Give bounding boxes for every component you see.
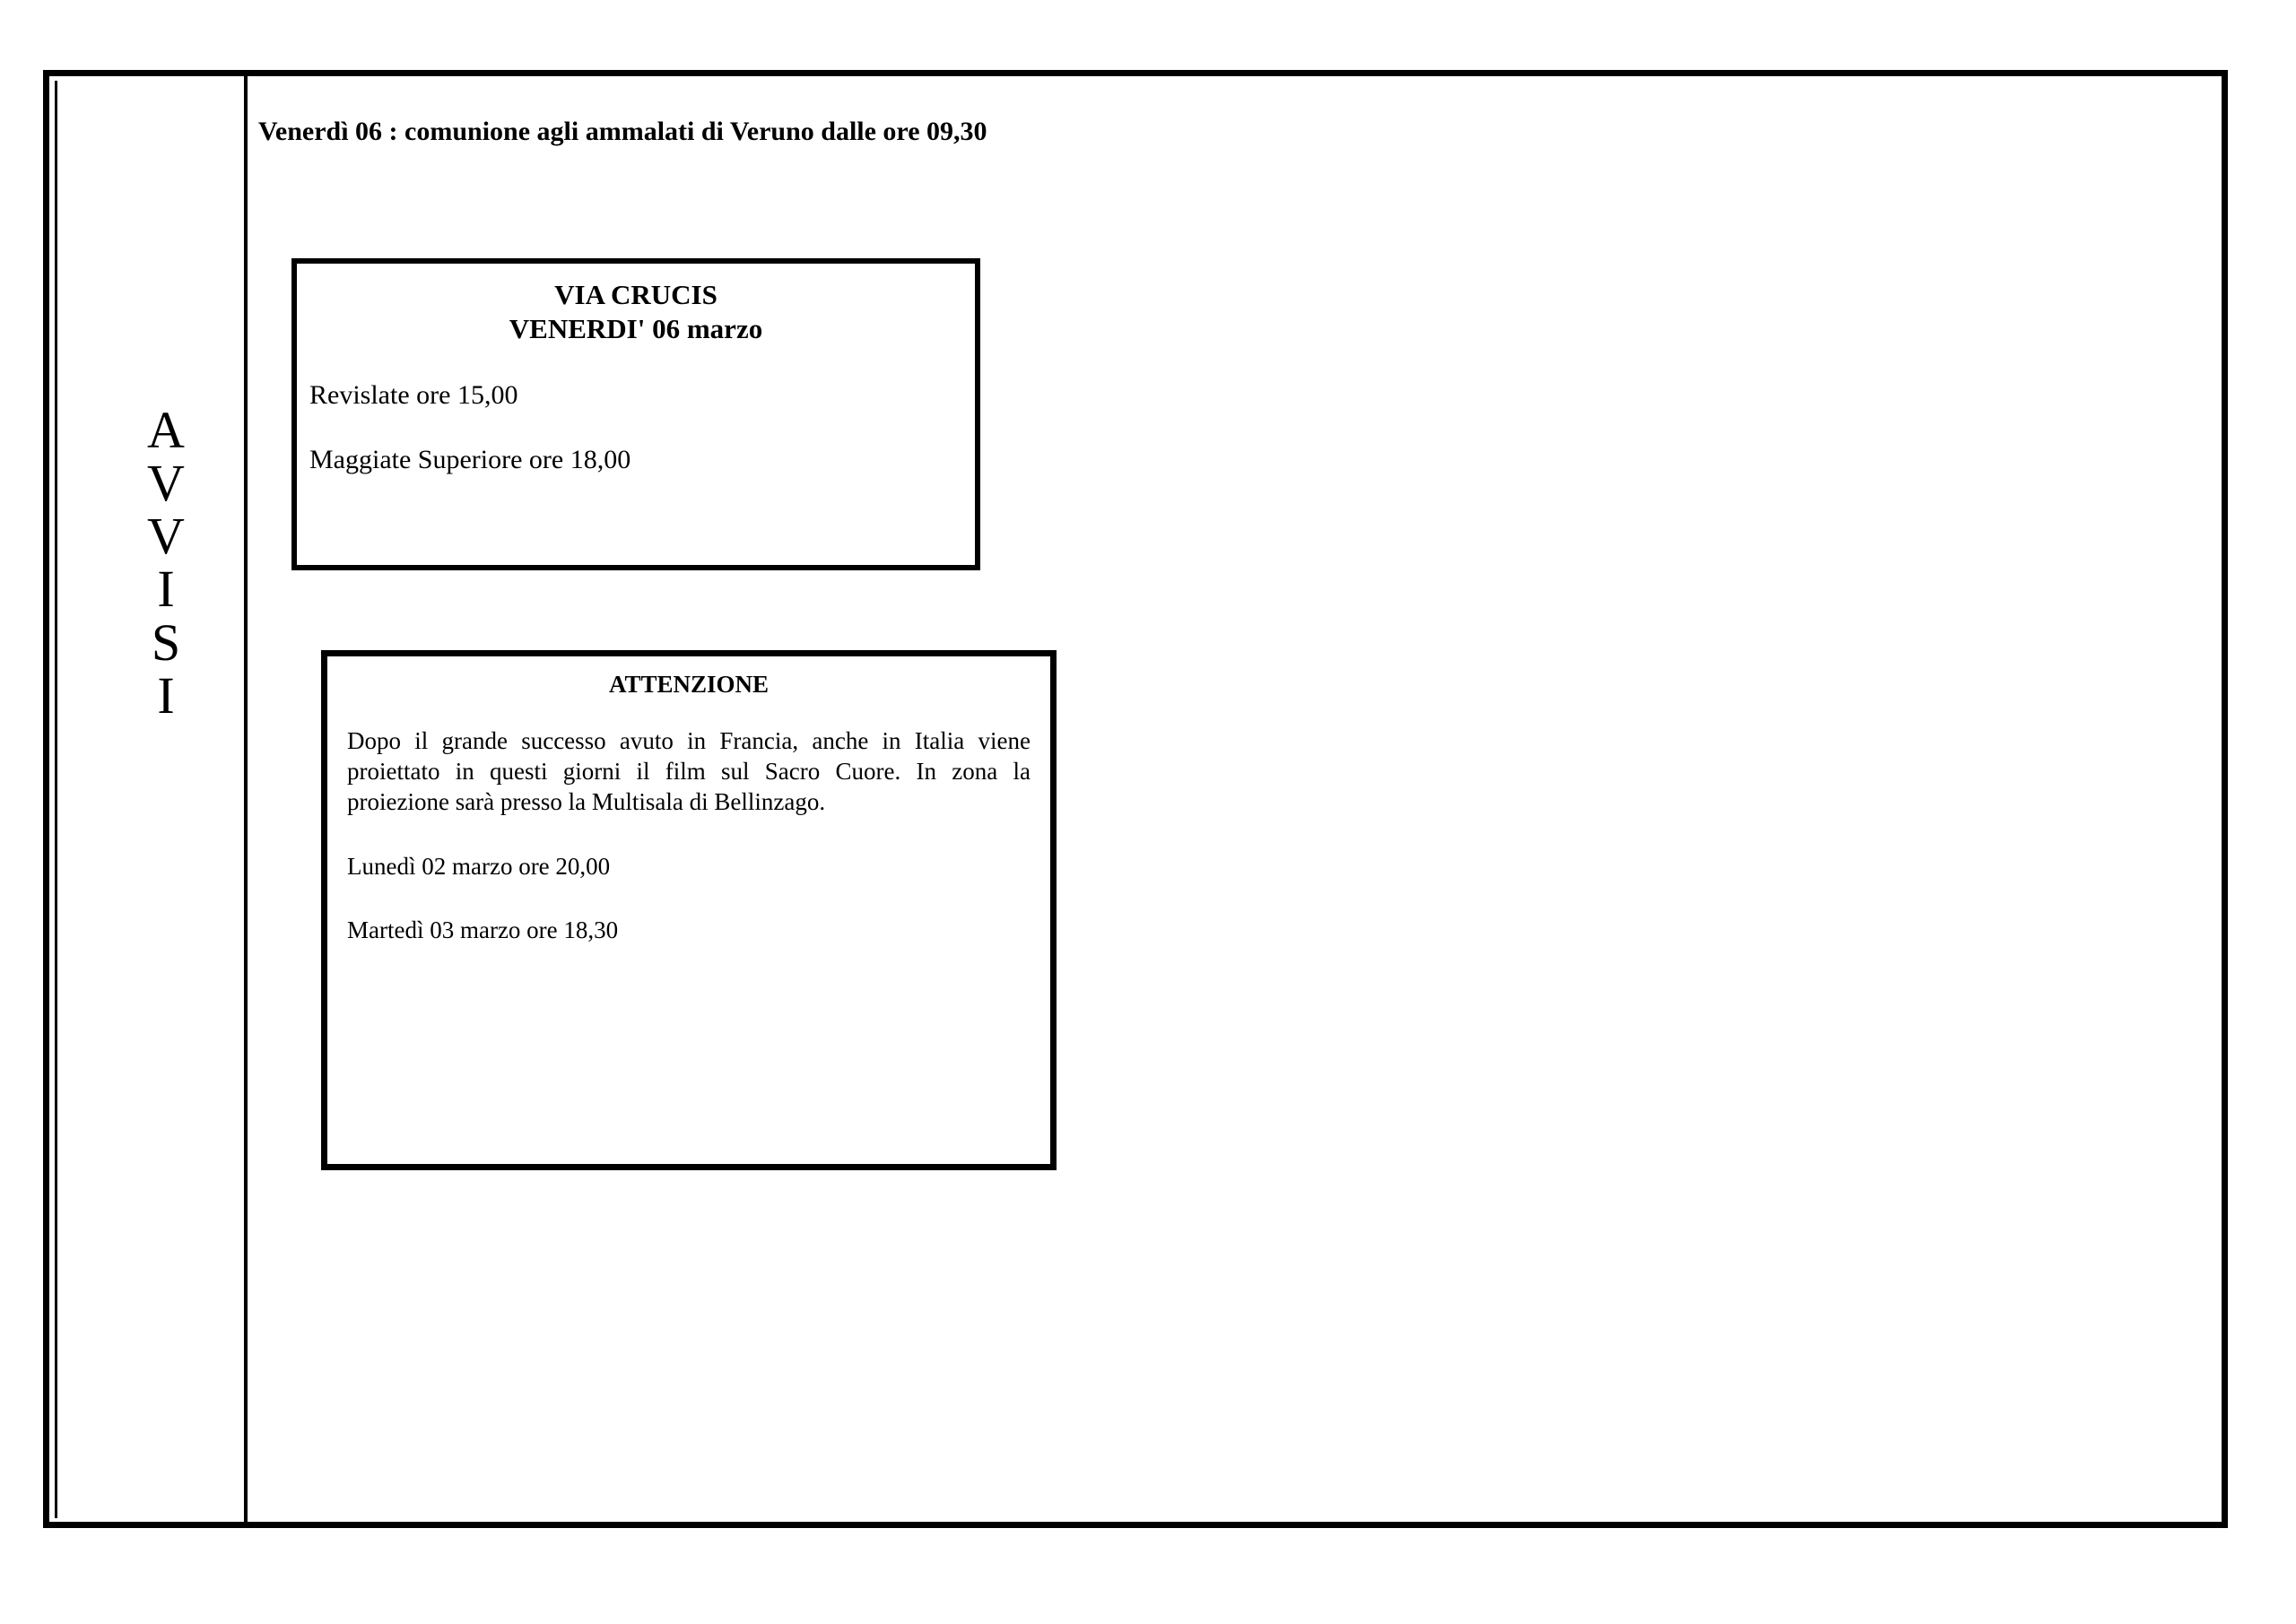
header-notice: Venerdì 06 : comunione agli ammalati di Veruno dalle ore 09,30 — [258, 117, 987, 146]
via-crucis-entry: Maggiate Superiore ore 18,00 — [309, 444, 631, 474]
column-divider — [244, 76, 248, 1522]
attenzione-paragraph: Dopo il grande successo avuto in Francia, anche in Italia viene proiettato in questi giorni il film sul Sacro Cuore. In zona la proiezione sarà presso la Multisala di Bellinzago. — [347, 727, 1031, 816]
sidebar-label-char: I — [157, 665, 175, 725]
attenzione-title: ATTENZIONE — [608, 671, 770, 698]
via-crucis-title — [297, 278, 975, 346]
inner-left-rule — [55, 81, 57, 1518]
via-crucis-box — [291, 258, 980, 570]
sidebar-label-char: V — [147, 454, 185, 513]
sidebar-label-char: I — [157, 560, 175, 619]
attenzione-entry: Lunedì 02 marzo ore 20,00 — [347, 853, 611, 881]
via-crucis-title-line1: VIA CRUCIS — [554, 279, 718, 310]
sidebar-label-char: A — [147, 401, 185, 459]
sidebar-label-char: V — [147, 507, 185, 566]
via-crucis-title-line2: VENERDI' 06 marzo — [509, 312, 763, 344]
sidebar-vertical-label — [108, 401, 224, 725]
via-crucis-entry: Revislate ore 15,00 — [309, 379, 518, 410]
sidebar-label-char: S — [151, 612, 181, 672]
attenzione-box — [321, 650, 1057, 1170]
attenzione-entry: Martedì 03 marzo ore 18,30 — [347, 916, 619, 944]
